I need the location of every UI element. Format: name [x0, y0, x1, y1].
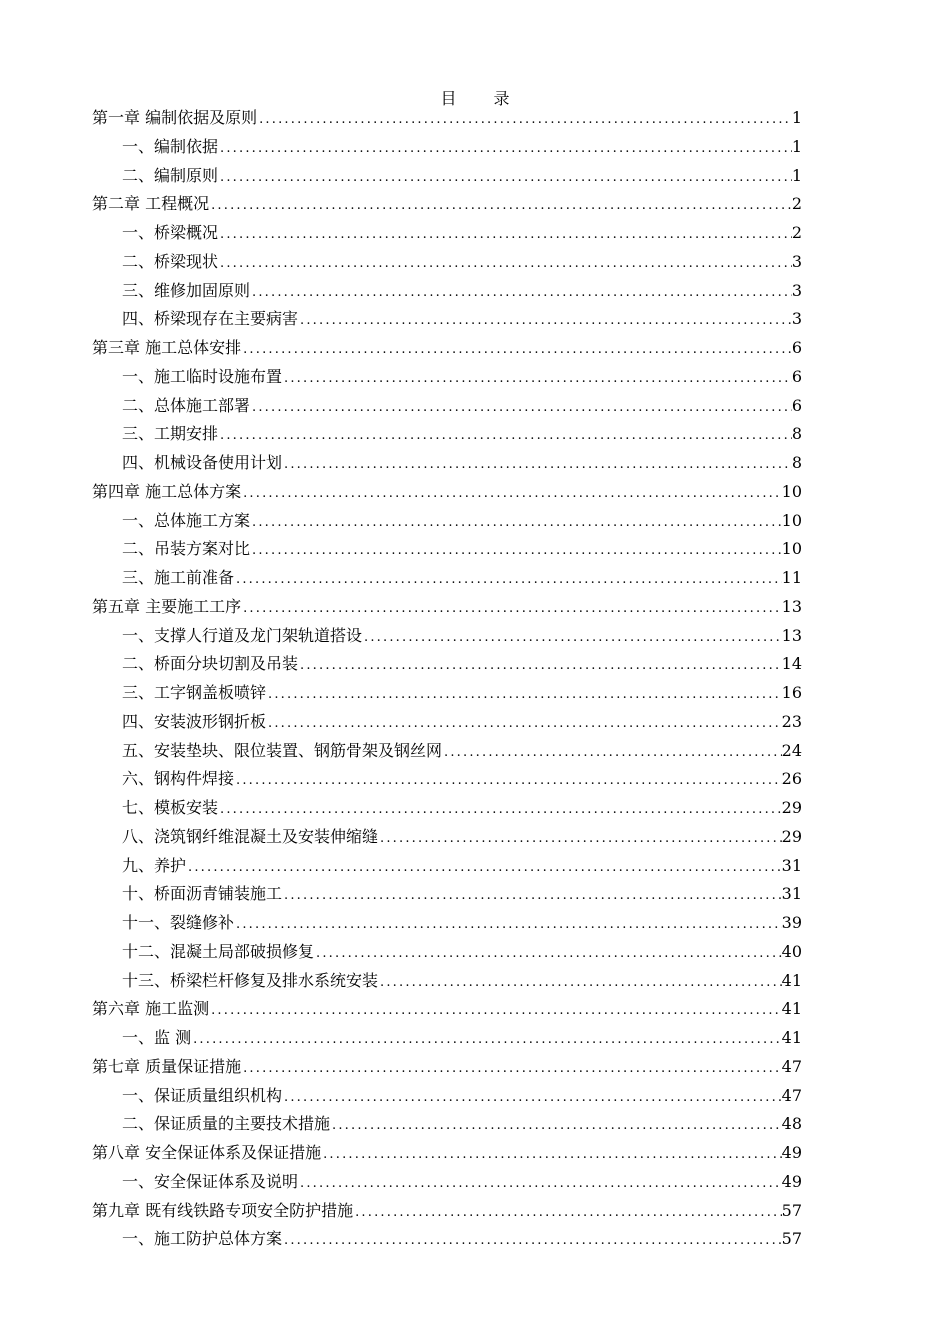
toc-section-entry[interactable] [92, 1168, 802, 1197]
toc-chapter-entry[interactable] [92, 334, 802, 363]
toc-section-entry[interactable] [92, 737, 802, 766]
toc-chapter-entry[interactable] [92, 190, 802, 219]
toc-entry-title: 三、工期安排 [122, 424, 219, 444]
toc-section-entry[interactable] [92, 622, 802, 651]
toc-entry-title: 六、钢构件焊接 [122, 769, 235, 789]
toc-chapter-entry[interactable] [92, 478, 802, 507]
toc-chapter-entry[interactable] [92, 593, 802, 622]
toc-dot-leader [282, 1084, 782, 1111]
toc-entry-title: 九、养护 [122, 855, 187, 875]
toc-entry-title: 第四章 施工总体方案 [92, 481, 242, 501]
toc-section-entry[interactable] [92, 535, 802, 564]
toc-dot-leader [282, 1227, 782, 1254]
toc-chapter-entry[interactable] [92, 104, 802, 133]
toc-entry-title: 十二、混凝土局部破损修复 [122, 941, 315, 961]
toc-entry-title: 一、保证质量组织机构 [122, 1085, 283, 1105]
toc-section-entry[interactable] [92, 1082, 802, 1111]
toc-section-entry[interactable] [92, 420, 802, 449]
toc-dot-leader [378, 969, 782, 996]
toc-section-entry[interactable] [92, 823, 802, 852]
toc-page-number: 57 [781, 1229, 802, 1249]
toc-page-number: 1 [791, 136, 802, 156]
toc-page-number: 8 [791, 424, 802, 444]
toc-entry-title: 三、施工前准备 [122, 568, 235, 587]
toc-entry-title: 二、保证质量的主要技术措施 [122, 1114, 331, 1134]
toc-section-entry[interactable] [92, 708, 802, 737]
toc-entry-title: 一、编制依据 [122, 136, 219, 156]
toc-entry-title: 四、安装波形钢折板 [122, 711, 267, 731]
toc-entry-title: 四、桥梁现存在主要病害 [122, 309, 299, 329]
table-of-contents [92, 104, 802, 1254]
toc-dot-leader [234, 767, 782, 794]
toc-page-number: 49 [781, 1143, 802, 1162]
toc-dot-leader [209, 192, 792, 219]
toc-entry-title: 三、维修加固原则 [122, 280, 251, 300]
toc-section-entry[interactable] [92, 133, 802, 162]
toc-dot-leader [241, 480, 782, 507]
toc-chapter-entry[interactable] [92, 1053, 802, 1082]
toc-entry-title: 第七章 质量保证措施 [92, 1056, 242, 1076]
toc-dot-leader [218, 221, 792, 248]
toc-dot-leader [330, 1112, 782, 1139]
toc-page-number: 1 [791, 165, 802, 185]
toc-section-entry[interactable] [92, 248, 802, 277]
toc-entry-title: 四、机械设备使用计划 [122, 453, 283, 472]
toc-chapter-entry[interactable] [92, 995, 802, 1024]
toc-page-number: 57 [781, 1200, 802, 1220]
toc-page-number: 41 [781, 999, 802, 1019]
toc-page-number: 47 [781, 1085, 802, 1105]
toc-dot-leader [266, 681, 782, 708]
toc-page-number: 24 [781, 740, 802, 760]
toc-page-number: 26 [781, 769, 802, 789]
toc-section-entry[interactable] [92, 679, 802, 708]
toc-dot-leader [442, 739, 782, 766]
toc-entry-title: 一、桥梁概况 [122, 223, 219, 242]
toc-entry-title: 三、工字钢盖板喷锌 [122, 683, 267, 702]
toc-section-entry[interactable] [92, 277, 802, 306]
toc-section-entry[interactable] [92, 880, 802, 909]
toc-dot-leader [241, 595, 782, 622]
toc-dot-leader [218, 164, 792, 191]
toc-title: 目 录 [440, 89, 526, 108]
toc-page-number: 10 [781, 481, 802, 501]
toc-page-number: 14 [781, 654, 802, 674]
toc-dot-leader [298, 652, 782, 679]
toc-entry-title: 第二章 工程概况 [92, 194, 210, 214]
toc-page-number: 3 [791, 309, 802, 329]
toc-section-entry[interactable] [92, 967, 802, 996]
toc-entry-title: 二、编制原则 [122, 165, 219, 185]
toc-section-entry[interactable] [92, 794, 802, 823]
toc-section-entry[interactable] [92, 564, 802, 593]
toc-dot-leader [353, 1199, 782, 1226]
toc-section-entry[interactable] [92, 852, 802, 881]
toc-page-number: 29 [781, 826, 802, 846]
toc-dot-leader [218, 796, 782, 823]
toc-entry-title: 一、总体施工方案 [122, 510, 251, 530]
toc-dot-leader [321, 1141, 782, 1168]
toc-entry-title: 二、桥梁现状 [122, 251, 219, 271]
toc-page-number: 41 [781, 970, 802, 990]
toc-entry-title: 十、桥面沥青铺装施工 [122, 884, 283, 904]
toc-chapter-entry[interactable] [92, 1139, 802, 1168]
toc-page-number: 40 [781, 941, 802, 961]
toc-dot-leader [241, 1055, 782, 1082]
toc-page-number: 6 [791, 366, 802, 386]
toc-section-entry[interactable] [92, 507, 802, 536]
toc-entry-title: 二、吊装方案对比 [122, 539, 251, 559]
toc-entry-title: 一、监 测 [122, 1028, 192, 1047]
toc-section-entry[interactable] [92, 765, 802, 794]
toc-dot-leader [234, 911, 782, 938]
toc-dot-leader [186, 854, 782, 881]
toc-section-entry[interactable] [92, 305, 802, 334]
toc-page-number: 29 [781, 798, 802, 817]
toc-dot-leader [191, 1026, 782, 1053]
toc-entry-title: 二、桥面分块切割及吊装 [122, 654, 299, 674]
toc-dot-leader [209, 997, 782, 1024]
toc-section-entry[interactable] [92, 363, 802, 392]
toc-entry-title: 第六章 施工监测 [92, 999, 210, 1019]
toc-section-entry[interactable] [92, 449, 802, 478]
toc-page-number: 10 [781, 539, 802, 559]
toc-section-entry[interactable] [92, 1024, 802, 1053]
toc-page-number: 16 [781, 683, 802, 702]
toc-dot-leader [250, 509, 782, 536]
toc-chapter-entry[interactable] [92, 1197, 802, 1226]
toc-section-entry[interactable] [92, 219, 802, 248]
toc-entry-title: 一、安全保证体系及说明 [122, 1171, 299, 1191]
toc-page-number: 3 [791, 280, 802, 300]
toc-dot-leader [218, 135, 792, 162]
toc-page-number: 23 [781, 711, 802, 731]
toc-entry-title: 一、施工防护总体方案 [122, 1229, 283, 1249]
toc-section-entry[interactable] [92, 1110, 802, 1139]
toc-page-number: 6 [791, 395, 802, 415]
toc-page-number: 13 [781, 596, 802, 616]
toc-entry-title: 第八章 安全保证体系及保证措施 [92, 1143, 322, 1162]
toc-entry-title: 十一、裂缝修补 [122, 913, 235, 932]
toc-entry-title: 五、安装垫块、限位装置、钢筋骨架及钢丝网 [122, 740, 443, 760]
toc-dot-leader [250, 537, 782, 564]
toc-page-number: 3 [791, 251, 802, 271]
toc-section-entry[interactable] [92, 909, 802, 938]
toc-dot-leader [298, 1170, 782, 1197]
toc-dot-leader [218, 250, 792, 277]
toc-dot-leader [298, 307, 792, 334]
toc-entry-title: 第九章 既有线铁路专项安全防护措施 [92, 1200, 354, 1220]
toc-dot-leader [241, 336, 792, 363]
toc-entry-title: 七、模板安装 [122, 798, 219, 817]
toc-section-entry[interactable] [92, 162, 802, 191]
toc-page-number: 31 [781, 884, 802, 904]
toc-dot-leader [378, 825, 782, 852]
toc-section-entry[interactable] [92, 650, 802, 679]
toc-dot-leader [282, 451, 792, 478]
toc-entry-title: 十三、桥梁栏杆修复及排水系统安装 [122, 970, 379, 990]
toc-page-number: 10 [781, 510, 802, 530]
toc-entry-title: 一、支撑人行道及龙门架轨道搭设 [122, 625, 363, 645]
toc-page-number: 41 [781, 1028, 802, 1047]
toc-page-number: 47 [781, 1056, 802, 1076]
toc-dot-leader [314, 940, 782, 967]
toc-section-entry[interactable] [92, 1225, 802, 1254]
toc-dot-leader [362, 624, 782, 651]
toc-dot-leader [257, 106, 792, 133]
toc-page-number: 13 [781, 625, 802, 645]
toc-page-number: 31 [781, 855, 802, 875]
toc-page-number: 2 [791, 223, 802, 242]
toc-dot-leader [250, 279, 792, 306]
toc-page-number: 49 [781, 1171, 802, 1191]
toc-page-number: 11 [781, 568, 802, 587]
toc-entry-title: 第一章 编制依据及原则 [92, 108, 258, 127]
toc-page-number: 6 [791, 338, 802, 357]
toc-entry-title: 一、施工临时设施布置 [122, 366, 283, 386]
toc-entry-title: 八、浇筑钢纤维混凝土及安装伸缩缝 [122, 826, 379, 846]
toc-page-number: 48 [781, 1114, 802, 1134]
toc-section-entry[interactable] [92, 392, 802, 421]
toc-section-entry[interactable] [92, 938, 802, 967]
toc-dot-leader [282, 882, 782, 909]
toc-page-number: 2 [791, 194, 802, 214]
toc-entry-title: 第三章 施工总体安排 [92, 338, 242, 357]
toc-page-number: 8 [791, 453, 802, 472]
toc-dot-leader [282, 365, 792, 392]
toc-dot-leader [266, 710, 782, 737]
toc-dot-leader [218, 422, 792, 449]
toc-dot-leader [250, 394, 792, 421]
toc-dot-leader [234, 566, 782, 593]
toc-entry-title: 第五章 主要施工工序 [92, 596, 242, 616]
toc-page-number: 1 [791, 108, 802, 127]
toc-entry-title: 二、总体施工部署 [122, 395, 251, 415]
toc-page-number: 39 [781, 913, 802, 932]
